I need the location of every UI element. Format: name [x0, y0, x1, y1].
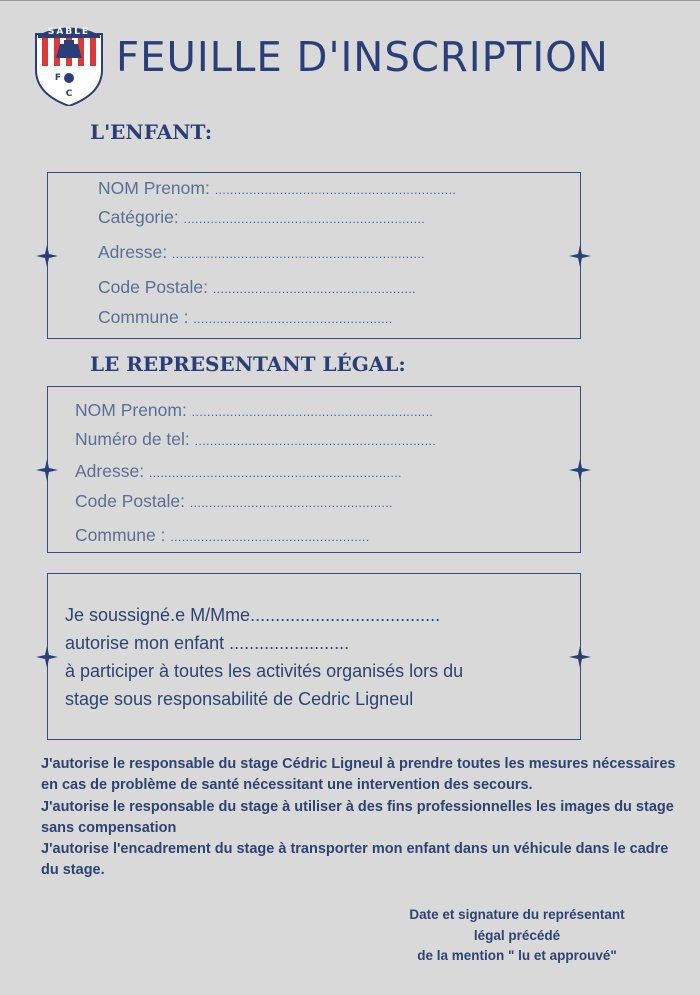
logo-top-text: SABLE [47, 27, 91, 37]
guardian-name-field[interactable] [75, 400, 433, 421]
consent-item: J'autorise l'encadrement du stage à transporter mon enfant dans un véhicule dans le cadre du stage. [41, 841, 669, 879]
child-postal-code-field[interactable] [98, 277, 416, 298]
sparkle-icon [36, 646, 58, 668]
signature-line: Date et signature du représentant [409, 907, 625, 922]
field-dots: ..................................................... [212, 282, 417, 296]
field-label: NOM Prenom: [75, 400, 187, 420]
guardian-section-heading: LE REPRESENTANT LÉGAL: [90, 352, 406, 376]
field-label: Adresse: [98, 242, 168, 262]
field-dots: .................................................................. [148, 466, 402, 480]
signature-line: de la mention " lu et approuvé" [417, 948, 617, 963]
child-section-heading: L'ENFANT: [90, 120, 213, 144]
field-label: Catégorie: [98, 207, 179, 227]
field-label: Commune : [75, 525, 166, 545]
field-label: NOM Prenom: [98, 178, 210, 198]
sparkle-icon [569, 646, 591, 668]
declaration-text[interactable] [65, 601, 565, 713]
field-label: Code Postale: [75, 491, 185, 511]
field-label: Commune : [98, 307, 189, 327]
child-category-field[interactable] [98, 207, 425, 228]
page-title: FEUILLE D'INSCRIPTION [116, 33, 609, 81]
guardian-city-field[interactable] [75, 525, 370, 546]
declaration-line: autorise mon enfant ........................ [65, 633, 350, 653]
sparkle-icon [569, 245, 591, 267]
field-label: Code Postale: [98, 277, 208, 297]
club-logo-icon [34, 22, 104, 106]
field-dots: ............................................................... [194, 434, 437, 448]
child-city-field[interactable] [98, 307, 393, 328]
guardian-address-field[interactable] [75, 461, 402, 482]
signature-block[interactable] [372, 905, 662, 967]
logo-letter-c: C [65, 89, 73, 99]
declaration-line: stage sous responsabilité de Cedric Ligneul [65, 689, 414, 709]
declaration-line: à participer à toutes les activités organisés lors du [65, 661, 464, 681]
field-dots: ..................................................... [189, 496, 394, 510]
consent-item: J'autorise le responsable du stage à utiliser à des fins professionnelles les images du stage sans compensation [41, 798, 674, 836]
sparkle-icon [36, 459, 58, 481]
logo-letter-f: F [54, 73, 62, 83]
sparkle-icon [569, 459, 591, 481]
guardian-phone-field[interactable] [75, 429, 436, 450]
top-border [0, 0, 700, 1]
signature-line: légal précédé [473, 927, 561, 943]
field-dots: ............................................................... [183, 212, 426, 226]
consent-item: J'autorise le responsable du stage Cédric Ligneul à prendre toutes les mesures nécessaires en cas de problème de santé nécessitant une intervention des secours. [41, 756, 676, 794]
field-dots: .................................................................. [171, 247, 425, 261]
field-dots: .................................................... [170, 530, 370, 544]
guardian-postal-code-field[interactable] [75, 491, 393, 512]
field-dots: .................................................... [193, 312, 393, 326]
declaration-line: Je soussigné.e M/Mme...................................... [65, 605, 441, 625]
field-dots: ............................................................... [214, 183, 457, 197]
sparkle-icon [36, 245, 58, 267]
field-label: Adresse: [75, 461, 145, 481]
field-dots: ............................................................... [191, 405, 434, 419]
consent-list [41, 754, 681, 882]
field-label: Numéro de tel: [75, 429, 190, 449]
child-address-field[interactable] [98, 242, 425, 263]
child-name-field[interactable] [98, 178, 456, 199]
